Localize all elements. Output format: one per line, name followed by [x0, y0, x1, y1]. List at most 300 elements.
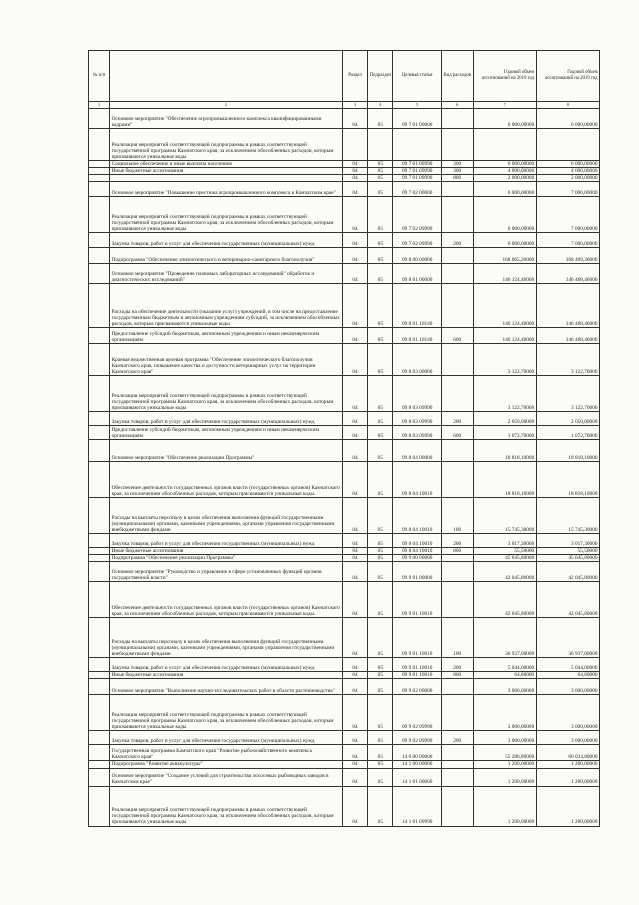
table-row	[89, 695, 600, 731]
row-expense-type-cell: 200	[441, 658, 473, 672]
row-name-cell: Государственная программа Камчатского края "Развитие рыбохозяйственного комплекса Камчатского края"	[110, 745, 343, 761]
row-subsection-cell: 05	[368, 197, 393, 233]
row-expense-type-cell	[441, 745, 473, 761]
row-name-cell: Реализация мероприятий соответствующей подпрограммы в рамках соответствующей государственной программы Камчатского края, за исключением обособленных расходов, которым присваиваются уникальные коды	[110, 695, 343, 731]
row-article-cell: 09 8 04 10010	[393, 534, 441, 548]
row-subsection-cell: 05	[368, 284, 393, 328]
row-volume-2019-cell: 146 468,46000	[536, 328, 599, 344]
row-article-cell: 09 7 01 00000	[393, 109, 441, 129]
row-volume-2019-cell: 7 000,00000	[536, 182, 599, 197]
row-section-cell: 04	[342, 534, 367, 548]
col-number: 2	[110, 102, 343, 109]
row-number-cell	[89, 161, 110, 168]
table-row	[89, 175, 600, 182]
row-section-cell: 04	[342, 679, 367, 695]
table-row	[89, 768, 600, 786]
row-subsection-cell: 05	[368, 376, 393, 412]
table-row	[89, 109, 600, 129]
row-expense-type-cell: 800	[441, 672, 473, 679]
row-volume-2018-cell: 6 000,00000	[473, 109, 536, 129]
row-article-cell: 09 9 00 00000	[393, 555, 441, 562]
row-subsection-cell: 05	[368, 498, 393, 534]
row-number-cell	[89, 618, 110, 658]
row-volume-2019-cell: 42 045,80000	[536, 562, 599, 582]
row-name-cell: Иные бюджетные ассигнования	[110, 548, 343, 555]
row-article-cell: 09 7 01 09990	[393, 168, 441, 175]
row-article-cell: 09 7 02 09990	[393, 233, 441, 248]
row-name-cell: Подпрограмма "Обеспечение реализации Программы"	[110, 555, 343, 562]
row-number-cell	[89, 264, 110, 284]
row-number-cell	[89, 175, 110, 182]
row-section-cell: 04	[342, 786, 367, 826]
table-row	[89, 197, 600, 233]
row-expense-type-cell: 200	[441, 534, 473, 548]
row-name-cell: Подпрограмма "Обеспечение эпизоотического и ветеринарно-санитарного благополучия"	[110, 248, 343, 264]
row-article-cell: 09 9 01 10010	[393, 618, 441, 658]
row-volume-2019-cell: 146 468,46000	[536, 264, 599, 284]
row-volume-2019-cell: 3 122,70000	[536, 344, 599, 376]
row-expense-type-cell	[441, 695, 473, 731]
row-article-cell: 09 9 01 10010	[393, 672, 441, 679]
row-subsection-cell: 05	[368, 582, 393, 618]
header-expense-type: Вид расходов	[441, 51, 473, 102]
row-section-cell: 04	[342, 248, 367, 264]
row-volume-2019-cell: 6 000,00000	[536, 161, 599, 168]
row-number-cell	[89, 168, 110, 175]
row-name-cell: Иные бюджетные ассигнования	[110, 168, 343, 175]
row-number-cell	[89, 376, 110, 412]
row-article-cell: 09 9 01 00000	[393, 562, 441, 582]
row-article-cell: 09 8 03 09990	[393, 412, 441, 426]
col-number: 5	[393, 102, 441, 109]
row-number-cell	[89, 731, 110, 745]
row-volume-2018-cell: 146 124,40000	[473, 328, 536, 344]
row-name-cell: Расходы на выплаты персоналу в целях обеспечения выполнения функций государственными (муниципальными) органами, казенными учреждениями, органами управления государственными внебюджетными фондами	[110, 498, 343, 534]
table-row	[89, 412, 600, 426]
row-expense-type-cell	[441, 264, 473, 284]
row-subsection-cell: 05	[368, 658, 393, 672]
row-number-cell	[89, 534, 110, 548]
table-row	[89, 498, 600, 534]
row-volume-2019-cell: 2 000,00000	[536, 175, 599, 182]
row-volume-2019-cell: 18 818,10000	[536, 462, 599, 498]
row-subsection-cell: 05	[368, 412, 393, 426]
row-expense-type-cell: 800	[441, 548, 473, 555]
row-name-cell: Закупка товаров, работ и услуг для обеспечения государственных (муниципальных) нужд	[110, 412, 343, 426]
row-name-cell: Социальное обеспечение и иные выплаты населению	[110, 161, 343, 168]
row-volume-2019-cell: 64,80000	[536, 672, 599, 679]
row-name-cell: Основное мероприятие "Повышение престижа агропромышленного комплекса в Камчатском крае"	[110, 182, 343, 197]
row-subsection-cell: 05	[368, 233, 393, 248]
row-article-cell: 14 1 00 00000	[393, 761, 441, 768]
row-subsection-cell: 05	[368, 175, 393, 182]
row-volume-2018-cell: 55 286,80000	[473, 745, 536, 761]
header-num: № п/п	[89, 51, 110, 102]
table-body	[89, 109, 600, 827]
row-section-cell: 04	[342, 672, 367, 679]
row-volume-2019-cell: 3 000,00000	[536, 731, 599, 745]
row-subsection-cell: 05	[368, 168, 393, 175]
row-number-cell	[89, 129, 110, 161]
row-article-cell: 14 1 01 09990	[393, 786, 441, 826]
row-subsection-cell: 05	[368, 768, 393, 786]
row-section-cell: 04	[342, 761, 367, 768]
row-section-cell: 04	[342, 426, 367, 440]
row-subsection-cell: 05	[368, 161, 393, 168]
row-volume-2018-cell: 42 045,80000	[473, 582, 536, 618]
row-article-cell: 09 7 01 09990	[393, 161, 441, 168]
table-row	[89, 462, 600, 498]
row-name-cell: Основное мероприятие "Обеспечение агропромышленного комплекса квалифицированными кадрами"	[110, 109, 343, 129]
row-name-cell: Предоставление субсидий бюджетным, автономным учреждениям и иным некоммерческим организациям	[110, 328, 343, 344]
row-section-cell: 04	[342, 168, 367, 175]
row-expense-type-cell	[441, 197, 473, 233]
row-name-cell: Реализация мероприятий соответствующей подпрограммы в рамках соответствующей государственной программы Камчатского края, за исключением обособленных расходов, которым присваиваются уникальные коды	[110, 786, 343, 826]
row-name-cell: Закупка товаров, работ и услуг для обеспечения государственных (муниципальных) нужд	[110, 233, 343, 248]
table-row	[89, 248, 600, 264]
row-expense-type-cell: 200	[441, 731, 473, 745]
row-number-cell	[89, 582, 110, 618]
row-volume-2019-cell: 1 200,00000	[536, 761, 599, 768]
row-volume-2018-cell	[473, 129, 536, 161]
row-section-cell: 04	[342, 197, 367, 233]
header-section: Раздел	[342, 51, 367, 102]
row-number-cell	[89, 426, 110, 440]
row-subsection-cell: 05	[368, 534, 393, 548]
table-row	[89, 161, 600, 168]
table-row	[89, 679, 600, 695]
row-volume-2019-cell: 1 200,00000	[536, 786, 599, 826]
row-article-cell: 14 1 01 00000	[393, 768, 441, 786]
row-section-cell: 04	[342, 745, 367, 761]
row-name-cell	[110, 175, 343, 182]
row-subsection-cell: 05	[368, 745, 393, 761]
row-volume-2018-cell: 15 745,30000	[473, 498, 536, 534]
row-name-cell: Реализация мероприятий соответствующей подпрограммы в рамках соответствующей государственной программы Камчатского края, за исключением обособленных расходов, которым присваиваются уникальные коды	[110, 197, 343, 233]
row-volume-2018-cell: 146 124,40000	[473, 264, 536, 284]
row-section-cell: 04	[342, 731, 367, 745]
row-article-cell: 09 8 04 10010	[393, 498, 441, 534]
row-section-cell: 04	[342, 562, 367, 582]
row-article-cell: 09 8 03 00000	[393, 344, 441, 376]
row-subsection-cell: 05	[368, 618, 393, 658]
row-expense-type-cell	[441, 562, 473, 582]
header-volume-2019: Годовой объем ассигнований на 2019 год	[536, 51, 599, 102]
row-volume-2018-cell: 36 937,00000	[473, 618, 536, 658]
row-volume-2019-cell: 55,50000	[536, 548, 599, 555]
table-row	[89, 658, 600, 672]
row-subsection-cell: 05	[368, 679, 393, 695]
row-section-cell: 04	[342, 555, 367, 562]
row-article-cell: 09 9 01 10010	[393, 658, 441, 672]
row-subsection-cell: 05	[368, 264, 393, 284]
row-number-cell	[89, 248, 110, 264]
row-subsection-cell: 05	[368, 426, 393, 440]
row-volume-2018-cell: 18 818,10000	[473, 462, 536, 498]
row-subsection-cell: 05	[368, 562, 393, 582]
row-volume-2018-cell: 3 000,00000	[473, 731, 536, 745]
row-volume-2018-cell: 6 000,00000	[473, 182, 536, 197]
table-row	[89, 618, 600, 658]
row-expense-type-cell	[441, 786, 473, 826]
row-number-cell	[89, 328, 110, 344]
row-subsection-cell: 05	[368, 462, 393, 498]
row-volume-2018-cell: 42 045,80000	[473, 562, 536, 582]
row-article-cell: 14 0 00 00000	[393, 745, 441, 761]
row-expense-type-cell	[441, 440, 473, 462]
row-section-cell: 04	[342, 328, 367, 344]
row-number-cell	[89, 440, 110, 462]
row-section-cell: 04	[342, 768, 367, 786]
row-expense-type-cell	[441, 109, 473, 129]
row-volume-2018-cell: 1 072,70000	[473, 426, 536, 440]
row-volume-2018-cell: 3 000,00000	[473, 695, 536, 731]
row-subsection-cell: 05	[368, 695, 393, 731]
row-volume-2019-cell: 6 000,00000	[536, 109, 599, 129]
row-subsection-cell: 05	[368, 440, 393, 462]
row-number-cell	[89, 761, 110, 768]
row-name-cell: Обеспечение деятельности государственных органов власти (государственных органов) Камчатского края, за исключением обособленных расходов, которым присваиваются уникальные коды.	[110, 462, 343, 498]
row-volume-2018-cell: 18 818,10000	[473, 440, 536, 462]
header-article: Целевая статья	[393, 51, 441, 102]
row-section-cell: 04	[342, 462, 367, 498]
table-row	[89, 786, 600, 826]
row-number-cell	[89, 658, 110, 672]
col-number: 1	[89, 102, 110, 109]
row-expense-type-cell	[441, 376, 473, 412]
row-section-cell	[342, 129, 367, 161]
row-subsection-cell: 05	[368, 555, 393, 562]
row-volume-2018-cell: 1 200,00000	[473, 768, 536, 786]
row-number-cell	[89, 284, 110, 328]
row-volume-2019-cell: 1 072,70000	[536, 426, 599, 440]
row-volume-2018-cell: 3 000,00000	[473, 679, 536, 695]
row-section-cell: 04	[342, 264, 367, 284]
row-volume-2018-cell: 6 000,00000	[473, 233, 536, 248]
column-numbers-row	[89, 102, 600, 109]
row-subsection-cell: 05	[368, 672, 393, 679]
row-section-cell: 04	[342, 175, 367, 182]
row-number-cell	[89, 233, 110, 248]
row-volume-2019-cell: 18 818,10000	[536, 440, 599, 462]
row-volume-2019-cell: 2 050,00000	[536, 412, 599, 426]
row-expense-type-cell	[441, 248, 473, 264]
row-article-cell: 09 8 00 00000	[393, 248, 441, 264]
row-subsection-cell: 05	[368, 182, 393, 197]
row-section-cell: 04	[342, 582, 367, 618]
table-header-row	[89, 51, 600, 102]
row-name-cell: Основное мероприятие "Проведение плановых лабораторных исследований" обработок и диагностических исследований"	[110, 264, 343, 284]
row-volume-2019-cell: 3 017,30000	[536, 534, 599, 548]
row-expense-type-cell	[441, 129, 473, 161]
row-name-cell: Краевая ведомственная целевая программа "Обеспечение эпизоотического благополучия Камчатского края, повышение качества и доступности ветеринарных услуг на территории Камчатского края"	[110, 344, 343, 376]
row-expense-type-cell: 600	[441, 328, 473, 344]
row-article-cell: 09 9 02 09990	[393, 731, 441, 745]
row-article-cell: 09 8 03 09990	[393, 426, 441, 440]
row-expense-type-cell	[441, 462, 473, 498]
row-expense-type-cell: 100	[441, 498, 473, 534]
row-name-cell: Расходы на выплаты персоналу в целях обеспечения выполнения функций государственными (муниципальными) органами, казенными учреждениями, органами управления государственными внебюджетными фондами	[110, 618, 343, 658]
table-row	[89, 555, 600, 562]
row-expense-type-cell: 600	[441, 426, 473, 440]
row-name-cell: Обеспечение деятельности государственных органов власти (государственных органов) Камчатского края, за исключением обособленных расходов, которым присваиваются уникальные коды.	[110, 582, 343, 618]
col-number: 4	[368, 102, 393, 109]
table-row	[89, 344, 600, 376]
row-number-cell	[89, 462, 110, 498]
row-volume-2018-cell: 2 050,00000	[473, 412, 536, 426]
row-subsection-cell: 05	[368, 786, 393, 826]
table-row	[89, 582, 600, 618]
col-number: 3	[342, 102, 367, 109]
col-number: 6	[441, 102, 473, 109]
row-section-cell: 04	[342, 109, 367, 129]
header-name	[110, 51, 343, 102]
row-volume-2019-cell: 42 045,80000	[536, 582, 599, 618]
row-section-cell: 04	[342, 376, 367, 412]
row-volume-2019-cell: 1 200,00000	[536, 768, 599, 786]
row-number-cell	[89, 498, 110, 534]
row-expense-type-cell	[441, 761, 473, 768]
row-expense-type-cell	[441, 679, 473, 695]
row-volume-2018-cell: 1 200,00000	[473, 761, 536, 768]
row-expense-type-cell: 800	[441, 175, 473, 182]
table-row	[89, 129, 600, 161]
table-row	[89, 672, 600, 679]
row-article-cell: 09 7 02 00000	[393, 182, 441, 197]
row-volume-2019-cell: 45 045,80000	[536, 555, 599, 562]
row-article-cell: 09 8 04 00000	[393, 440, 441, 462]
row-subsection-cell: 05	[368, 248, 393, 264]
row-expense-type-cell	[441, 582, 473, 618]
row-article-cell: 09 9 02 09990	[393, 695, 441, 731]
row-number-cell	[89, 182, 110, 197]
row-number-cell	[89, 695, 110, 731]
row-volume-2019-cell: 168 409,36000	[536, 248, 599, 264]
row-name-cell: Основное мероприятие "Выполнение научно-исследовательских работ в области растениеводства"	[110, 679, 343, 695]
row-name-cell: Основное мероприятие "Обеспечение реализации Программы"	[110, 440, 343, 462]
table-row	[89, 745, 600, 761]
row-article-cell: 09 7 02 09990	[393, 197, 441, 233]
table-row	[89, 534, 600, 548]
row-number-cell	[89, 768, 110, 786]
row-section-cell: 04	[342, 440, 367, 462]
table-row	[89, 168, 600, 175]
row-volume-2018-cell: 146 124,40000	[473, 284, 536, 328]
row-expense-type-cell	[441, 284, 473, 328]
table-row	[89, 264, 600, 284]
row-volume-2018-cell: 6 000,00000	[473, 161, 536, 168]
row-volume-2019-cell: 15 745,30000	[536, 498, 599, 534]
table-row	[89, 426, 600, 440]
col-number: 8	[536, 102, 599, 109]
row-number-cell	[89, 412, 110, 426]
row-volume-2018-cell: 3 122,70000	[473, 376, 536, 412]
row-section-cell: 04	[342, 182, 367, 197]
row-volume-2019-cell: 5 044,00000	[536, 658, 599, 672]
table-row	[89, 761, 600, 768]
row-name-cell: Подпрограмма "Развитие аквакультуры"	[110, 761, 343, 768]
row-volume-2018-cell: 45 045,80000	[473, 555, 536, 562]
row-volume-2019-cell: 7 000,00000	[536, 197, 599, 233]
row-volume-2018-cell: 3 122,70000	[473, 344, 536, 376]
row-name-cell: Иные бюджетные ассигнования	[110, 672, 343, 679]
header-volume-2018: Годовой объем ассигнований на 2018 год	[473, 51, 536, 102]
row-volume-2018-cell: 6 000,00000	[473, 197, 536, 233]
row-name-cell: Реализация мероприятий соответствующей подпрограммы в рамках соответствующей государственной программы Камчатского края, за исключением обособленных расходов, которым присваиваются уникальные коды	[110, 129, 343, 161]
row-article-cell: 09 8 01 10140	[393, 328, 441, 344]
row-number-cell	[89, 562, 110, 582]
table-row	[89, 548, 600, 555]
row-subsection-cell: 05	[368, 761, 393, 768]
row-subsection-cell: 05	[368, 731, 393, 745]
row-subsection-cell: 05	[368, 344, 393, 376]
row-name-cell: Реализация мероприятий соответствующей подпрограммы в рамках соответствующей государственной программы Камчатского края, за исключением обособленных расходов, которым присваиваются уникальные коды	[110, 376, 343, 412]
row-section-cell: 04	[342, 695, 367, 731]
row-article-cell	[393, 129, 441, 161]
row-volume-2019-cell	[536, 129, 599, 161]
row-section-cell: 04	[342, 658, 367, 672]
row-volume-2018-cell: 2 000,00000	[473, 175, 536, 182]
row-expense-type-cell: 300	[441, 161, 473, 168]
row-expense-type-cell	[441, 768, 473, 786]
row-article-cell: 09 8 01 10140	[393, 284, 441, 328]
table-row	[89, 233, 600, 248]
row-volume-2018-cell: 5 044,00000	[473, 658, 536, 672]
row-volume-2019-cell: 146 468,46000	[536, 284, 599, 328]
row-expense-type-cell: 100	[441, 618, 473, 658]
header-subsection: Подраздел	[368, 51, 393, 102]
row-section-cell: 04	[342, 161, 367, 168]
row-expense-type-cell: 300	[441, 168, 473, 175]
row-expense-type-cell: 200	[441, 412, 473, 426]
row-number-cell	[89, 679, 110, 695]
row-article-cell: 09 7 01 09990	[393, 175, 441, 182]
row-expense-type-cell	[441, 344, 473, 376]
row-name-cell: Закупка товаров, работ и услуг для обеспечения государственных (муниципальных) нужд	[110, 534, 343, 548]
table-row	[89, 376, 600, 412]
table-row	[89, 328, 600, 344]
row-subsection-cell: 05	[368, 548, 393, 555]
row-number-cell	[89, 786, 110, 826]
table-row	[89, 562, 600, 582]
row-number-cell	[89, 344, 110, 376]
row-volume-2018-cell: 1 200,00000	[473, 786, 536, 826]
row-section-cell: 04	[342, 344, 367, 376]
table-row	[89, 731, 600, 745]
row-volume-2018-cell: 55,50000	[473, 548, 536, 555]
table-row	[89, 440, 600, 462]
row-volume-2018-cell: 4 000,00000	[473, 168, 536, 175]
row-subsection-cell: 05	[368, 109, 393, 129]
row-number-cell	[89, 745, 110, 761]
row-volume-2019-cell: 3 000,00000	[536, 695, 599, 731]
row-expense-type-cell	[441, 182, 473, 197]
row-name-cell: Основное мероприятие "Руководство и управление в сфере установленных функций органов государственной власти"	[110, 562, 343, 582]
row-volume-2019-cell: 60 034,80000	[536, 745, 599, 761]
row-section-cell: 04	[342, 548, 367, 555]
row-number-cell	[89, 548, 110, 555]
row-name-cell: Закупка товаров, работ и услуг для обеспечения государственных (муниципальных) нужд	[110, 658, 343, 672]
row-subsection-cell: 05	[368, 328, 393, 344]
row-volume-2018-cell: 64,80000	[473, 672, 536, 679]
row-expense-type-cell: 200	[441, 233, 473, 248]
row-volume-2019-cell: 3 122,70000	[536, 376, 599, 412]
row-number-cell	[89, 672, 110, 679]
row-number-cell	[89, 109, 110, 129]
row-section-cell: 04	[342, 284, 367, 328]
row-volume-2018-cell: 168 065,20000	[473, 248, 536, 264]
row-article-cell: 09 9 01 10010	[393, 582, 441, 618]
